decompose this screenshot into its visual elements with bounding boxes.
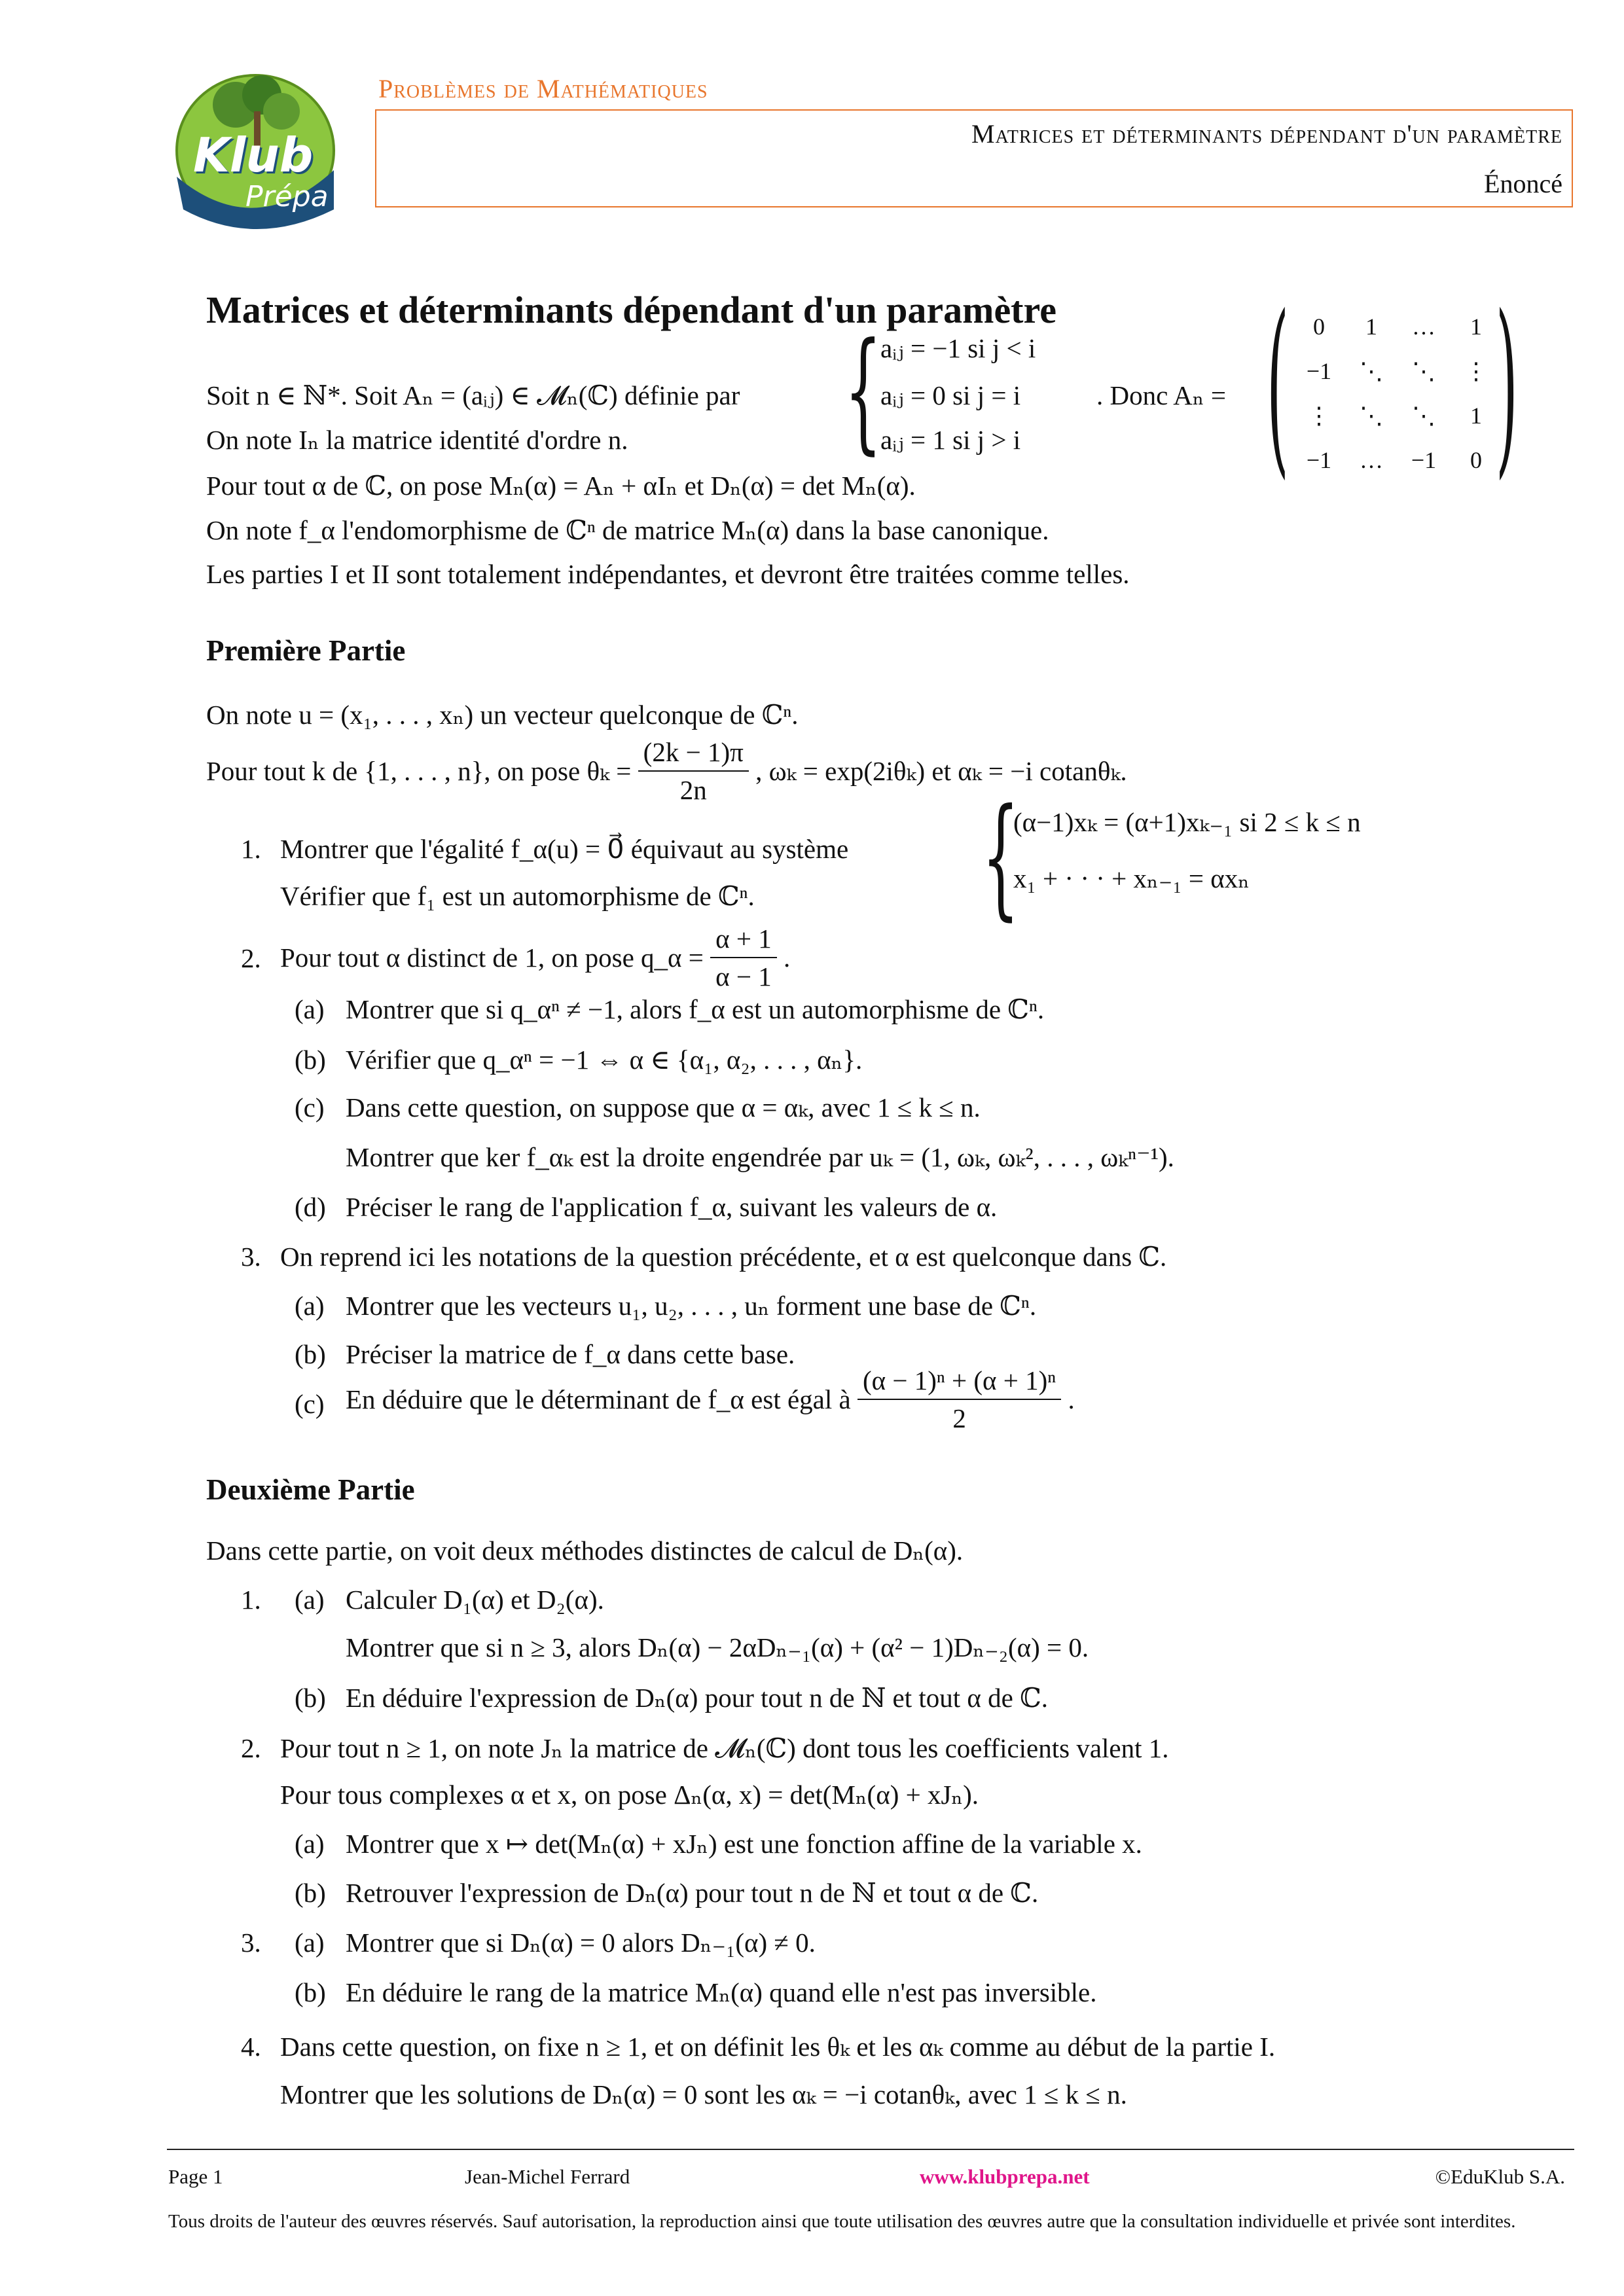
matrix-cell: −1 bbox=[1411, 447, 1437, 473]
matrix-cell: ⋮ bbox=[1307, 403, 1331, 429]
p1-q3c-statement bbox=[346, 1365, 1075, 1434]
intro-note-in: On note Iₙ la matrice identité d'ordre n. bbox=[206, 425, 628, 455]
p2-q1a-label: (a) bbox=[295, 1585, 325, 1615]
intro-soit: Soit n ∈ ℕ*. Soit Aₙ = (aᵢⱼ) ∈ 𝓜ₙ(ℂ) définie par bbox=[206, 380, 740, 410]
header-box bbox=[375, 109, 1573, 207]
p2-q4-statement-1: Dans cette question, on fixe n ≥ 1, et on définit les θₖ et les αₖ comme au début de la partie I. bbox=[280, 2032, 1276, 2062]
p1-q2c-text-2: Montrer que ker f_αₖ est la droite engendrée par uₖ = (1, ωₖ, ωₖ², . . . , ωₖⁿ⁻¹). bbox=[346, 1142, 1174, 1172]
part1-p2-end: , ωₖ = exp(2iθₖ) et αₖ = −i cotanθₖ. bbox=[755, 756, 1127, 786]
p2-q2-statement-2: Pour tous complexes α et x, on pose Δₙ(α, x) = det(Mₙ(α) + xJₙ). bbox=[280, 1780, 979, 1810]
part1-p1: On note u = (x₁, . . . , xₙ) un vecteur quelconque de ℂⁿ. bbox=[206, 700, 799, 730]
matrix-left-paren: ( bbox=[1267, 276, 1289, 496]
definition-case-3: aᵢⱼ = 1 si j > i bbox=[880, 425, 1021, 455]
p1-q2d-text: Préciser le rang de l'application f_α, suivant les valeurs de α. bbox=[346, 1192, 998, 1222]
system-brace: { bbox=[982, 781, 1020, 933]
intro-line-5: Les parties I et II sont totalement indépendantes, et devront être traitées comme telles. bbox=[206, 559, 1130, 589]
p1-q1-statement: Montrer que l'égalité f_α(u) = 0⃗ équivaut au système bbox=[280, 834, 849, 864]
p2-q3b-label: (b) bbox=[295, 1977, 326, 2007]
p1-q3c-label: (c) bbox=[295, 1389, 325, 1419]
p2-q2a-text: Montrer que x ↦ det(Mₙ(α) + xJₙ) est une fonction affine de la variable x. bbox=[346, 1829, 1142, 1859]
p1-q2-statement bbox=[280, 923, 790, 992]
det-fraction bbox=[857, 1365, 1061, 1434]
p1-q3c-end: . bbox=[1068, 1384, 1075, 1414]
matrix-cell: ⋱ bbox=[1412, 403, 1435, 429]
matrix-cell: … bbox=[1412, 314, 1435, 340]
p2-q1b-label: (b) bbox=[295, 1683, 326, 1713]
p1-q2-end: . bbox=[784, 942, 791, 973]
matrix-cell: ⋱ bbox=[1360, 358, 1383, 384]
document-title: Matrices et déterminants dépendant d'un paramètre bbox=[206, 289, 1056, 331]
p2-q1-number: 1. bbox=[241, 1585, 261, 1615]
footer-url[interactable]: www.klubprepa.net bbox=[920, 2165, 1090, 2188]
p1-q1-verify: Vérifier que f₁ est un automorphisme de ℂⁿ. bbox=[280, 881, 755, 911]
p1-q2-start: Pour tout α distinct de 1, on pose q_α = bbox=[280, 942, 704, 973]
p2-q4-statement-2: Montrer que les solutions de Dₙ(α) = 0 sont les αₖ = −i cotanθₖ, avec 1 ≤ k ≤ n. bbox=[280, 2079, 1127, 2109]
matrix-cell: 1 bbox=[1470, 403, 1482, 429]
footer-author: Jean-Michel Ferrard bbox=[465, 2165, 630, 2188]
footer-rights: Tous droits de l'auteur des œuvres réservés. Sauf autorisation, la reproduction ainsi que toute utilisation des œuvres autre que la consultation individuelle et privée sont interdites. bbox=[168, 2211, 1516, 2232]
part2-heading: Deuxième Partie bbox=[206, 1473, 415, 1506]
p2-q1a-text: Calculer D₁(α) et D₂(α). bbox=[346, 1585, 604, 1615]
system-eq-2: x₁ + · · · + xₙ₋₁ = αxₙ bbox=[1013, 863, 1250, 893]
p1-q3-number: 3. bbox=[241, 1242, 261, 1272]
part1-heading: Première Partie bbox=[206, 634, 406, 667]
matrix-cell: ⋮ bbox=[1464, 358, 1488, 384]
header-subtitle: Énoncé bbox=[1484, 169, 1562, 198]
det-numerator: (α − 1)ⁿ + (α + 1)ⁿ bbox=[857, 1365, 1061, 1400]
p1-q2-number: 2. bbox=[241, 943, 261, 973]
p2-q4-number: 4. bbox=[241, 2032, 261, 2062]
definition-brace: { bbox=[844, 315, 882, 467]
matrix-cell: 0 bbox=[1313, 314, 1325, 340]
header-title: Matrices et déterminants dépendant d'un paramètre bbox=[971, 119, 1562, 149]
p1-q2a-text: Montrer que si q_αⁿ ≠ −1, alors f_α est un automorphisme de ℂⁿ. bbox=[346, 994, 1045, 1024]
matrix-cell: 1 bbox=[1470, 314, 1482, 340]
series-title: Problèmes de Mathématiques bbox=[378, 74, 708, 103]
p1-q3a-text: Montrer que les vecteurs u₁, u₂, . . . , uₙ forment une base de ℂⁿ. bbox=[346, 1291, 1037, 1321]
definition-case-2: aᵢⱼ = 0 si j = i bbox=[880, 380, 1021, 410]
intro-line-3: Pour tout α de ℂ, on pose Mₙ(α) = Aₙ + αIₙ et Dₙ(α) = det Mₙ(α). bbox=[206, 471, 916, 501]
intro-donc: . Donc Aₙ = bbox=[1096, 380, 1227, 410]
p1-q2d-label: (d) bbox=[295, 1192, 326, 1222]
matrix-right-paren: ) bbox=[1496, 276, 1518, 496]
p1-q3b-text: Préciser la matrice de f_α dans cette base. bbox=[346, 1339, 795, 1369]
matrix-cell: … bbox=[1360, 447, 1383, 473]
theta-numerator: (2k − 1)π bbox=[638, 736, 749, 772]
matrix-cell: ⋱ bbox=[1360, 403, 1383, 429]
logo-text-klub: Klub bbox=[193, 128, 314, 183]
matrix-cell: 1 bbox=[1365, 314, 1377, 340]
definition-case-1: aᵢⱼ = −1 si j < i bbox=[880, 333, 1036, 363]
system-eq-1: (α−1)xₖ = (α+1)xₖ₋₁ si 2 ≤ k ≤ n bbox=[1013, 807, 1361, 837]
p2-q3a-label: (a) bbox=[295, 1928, 325, 1958]
theta-fraction bbox=[638, 736, 749, 806]
matrix-An bbox=[1267, 276, 1522, 496]
footer-page: Page 1 bbox=[168, 2165, 223, 2188]
q-alpha-denominator: α − 1 bbox=[715, 961, 772, 992]
matrix-cell: −1 bbox=[1306, 447, 1332, 473]
p2-q3a-text: Montrer que si Dₙ(α) = 0 alors Dₙ₋₁(α) ≠ 0. bbox=[346, 1928, 816, 1958]
q-alpha-numerator: α + 1 bbox=[710, 923, 777, 958]
p1-q3a-label: (a) bbox=[295, 1291, 325, 1321]
p2-q2-number: 2. bbox=[241, 1733, 261, 1763]
p1-q2b-text: Vérifier que q_αⁿ = −1 ⇔ α ∈ {α₁, α₂, . . . , αₙ}. bbox=[346, 1045, 863, 1075]
part2-p1: Dans cette partie, on voit deux méthodes distinctes de calcul de Dₙ(α). bbox=[206, 1535, 964, 1566]
theta-denominator: 2n bbox=[679, 775, 707, 805]
matrix-cell: 0 bbox=[1470, 447, 1482, 473]
logo-text-prepa: Prépa bbox=[245, 180, 329, 213]
det-denominator: 2 bbox=[952, 1403, 966, 1433]
q-alpha-fraction bbox=[710, 923, 777, 992]
p2-q2b-label: (b) bbox=[295, 1878, 326, 1908]
p1-q1-number: 1. bbox=[241, 834, 261, 864]
p2-q2b-text: Retrouver l'expression de Dₙ(α) pour tout n de ℕ et tout α de ℂ. bbox=[346, 1878, 1039, 1908]
p1-q3b-label: (b) bbox=[295, 1339, 326, 1369]
footer-copyright: ©EduKlub S.A. bbox=[1435, 2165, 1565, 2188]
p2-q3b-text: En déduire le rang de la matrice Mₙ(α) quand elle n'est pas inversible. bbox=[346, 1977, 1097, 2007]
p1-q2b-label: (b) bbox=[295, 1045, 326, 1075]
p2-q2a-label: (a) bbox=[295, 1829, 325, 1859]
p1-q2c-text: Dans cette question, on suppose que α = αₖ, avec 1 ≤ k ≤ n. bbox=[346, 1092, 981, 1122]
p2-q2-statement-1: Pour tout n ≥ 1, on note Jₙ la matrice de 𝓜ₙ(ℂ) dont tous les coefficients valent 1. bbox=[280, 1733, 1169, 1763]
matrix-cell: −1 bbox=[1306, 358, 1332, 384]
part1-p2-start: Pour tout k de {1, . . . , n}, on pose θₖ = bbox=[206, 756, 632, 786]
p1-q3c-start: En déduire que le déterminant de f_α est égal à bbox=[346, 1384, 851, 1414]
matrix-grid bbox=[1293, 304, 1502, 482]
p2-q1a-text-2: Montrer que si n ≥ 3, alors Dₙ(α) − 2αDₙ₋₁(α) + (α² − 1)Dₙ₋₂(α) = 0. bbox=[346, 1632, 1089, 1662]
p2-q3-number: 3. bbox=[241, 1928, 261, 1958]
p1-q2c-label: (c) bbox=[295, 1092, 325, 1122]
footer-rule bbox=[167, 2149, 1574, 2150]
logo bbox=[157, 59, 353, 229]
p1-q2a-label: (a) bbox=[295, 994, 325, 1024]
matrix-cell: ⋱ bbox=[1412, 358, 1435, 384]
intro-line-4: On note f_α l'endomorphisme de ℂⁿ de matrice Mₙ(α) dans la base canonique. bbox=[206, 515, 1049, 545]
p2-q1b-text: En déduire l'expression de Dₙ(α) pour tout n de ℕ et tout α de ℂ. bbox=[346, 1683, 1048, 1713]
p1-q3-statement: On reprend ici les notations de la question précédente, et α est quelconque dans ℂ. bbox=[280, 1242, 1167, 1272]
